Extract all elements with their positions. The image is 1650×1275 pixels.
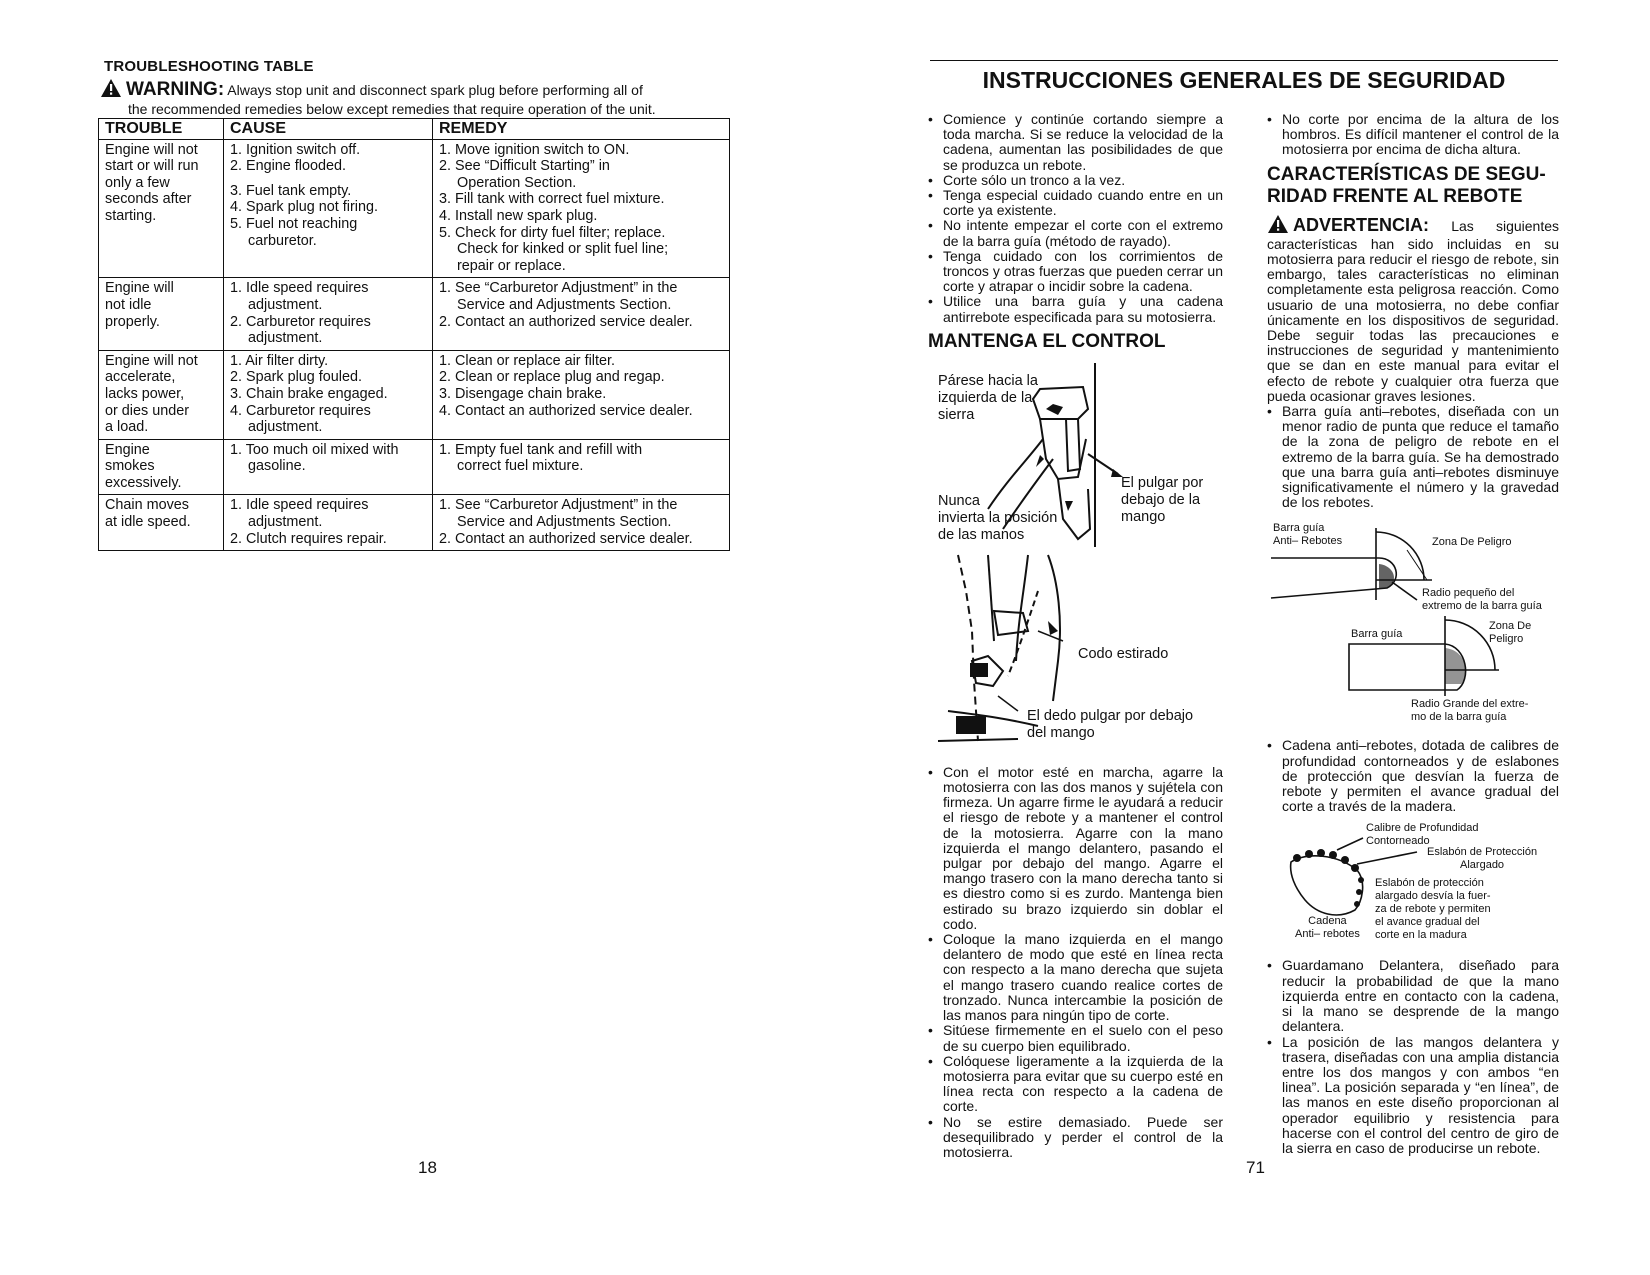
cause-line: 1. Too much oil mixed with — [230, 441, 399, 458]
warning-icon — [1267, 214, 1289, 237]
label-desc-eslabon — [1375, 877, 1491, 942]
cause-line: adjustment. — [248, 514, 323, 531]
figure-stance — [928, 551, 1228, 761]
trouble-line: Engine — [105, 441, 150, 458]
cause-line: 1. Idle speed requires — [230, 280, 369, 297]
remedy-line: 4. Install new spark plug. — [439, 207, 598, 224]
remedy-line: 3. Fill tank with correct fuel mixture. — [439, 191, 665, 208]
cause-line: adjustment. — [248, 419, 323, 436]
label-zona-de: Zona De — [1489, 620, 1532, 633]
trouble-line: seconds after — [105, 191, 192, 208]
trouble-line: not idle — [105, 296, 152, 313]
remedy-line: Service and Adjustments Section. — [457, 514, 672, 531]
troubleshooting-title: TROUBLESHOOTING TABLE — [104, 58, 314, 75]
cell-trouble — [99, 439, 224, 495]
advertencia-block — [1267, 214, 1559, 404]
remedy-line: 5. Check for dirty fuel filter; replace. — [439, 224, 666, 241]
page-number-right: 71 — [1246, 1158, 1265, 1177]
page-number-left: 18 — [418, 1158, 437, 1177]
cell-trouble — [99, 278, 224, 350]
label-nunca-line-2: invierta la posición — [938, 509, 1058, 526]
label-eslabon-2: Alargado — [1460, 859, 1505, 872]
label-desc-1: Eslabón de protección — [1375, 877, 1484, 890]
cell-remedy — [433, 495, 730, 551]
label-cadena-anti — [1295, 915, 1360, 941]
trouble-line: only a few — [105, 174, 170, 191]
table-row — [99, 350, 730, 439]
table-row — [99, 439, 730, 495]
label-nunca — [938, 493, 1057, 544]
label-radio-grande-1: Radio Grande del extre- — [1411, 698, 1529, 711]
cell-remedy — [433, 278, 730, 350]
remedy-line: 1. Clean or replace air filter. — [439, 352, 615, 369]
bullet-item: • Tenga especial cuidado cuando entre en un corte ya existente. — [928, 188, 1223, 218]
caracteristicas-heading-line-1: CARACTERÍSTICAS DE SEGU- — [1267, 163, 1546, 185]
caracteristicas-heading-line-2: RIDAD FRENTE AL REBOTE — [1267, 185, 1523, 207]
bullet-item: • La posición de las mangos delantera y trasera, diseñadas con una amplia distancia entre los dos mangos y con ambos “en linea”. La posición separada y “en línea”, de las manos en este diseño proporcionan al operador equilibrio y resistencia para hacerse con el control del centro de giro de la sierra en caso de producirse un rebote. — [1267, 1035, 1559, 1157]
table-header-row — [99, 119, 730, 140]
warning-text-1: Always stop unit and disconnect spark plug before performing all of — [227, 82, 643, 98]
remedy-line: 1. See “Carburetor Adjustment” in the — [439, 497, 678, 514]
label-eslabon — [1427, 846, 1537, 872]
cause-line: adjustment. — [248, 296, 323, 313]
remedy-line: 2. See “Difficult Starting” in — [439, 158, 610, 175]
warning-icon — [100, 78, 122, 101]
cause-line: 2. Clutch requires repair. — [230, 530, 387, 547]
cause-line: gasoline. — [248, 458, 306, 475]
header-cause: CAUSE — [224, 119, 433, 140]
figure-guide-bar — [1267, 520, 1559, 730]
label-zona-peligro: Zona De Peligro — [1432, 536, 1512, 549]
bullet-item: • Guardamano Delantera, diseñado para reducir la probabilidad de que la mano izquierda entre en contacto con la cadena, si la mano se desprende de la mango delantera. — [1267, 958, 1559, 1034]
cause-line: 2. Spark plug fouled. — [230, 369, 363, 386]
trouble-line: smokes — [105, 458, 155, 475]
bullet-item: • Comience y continúe cortando siempre a toda marcha. Si se reduce la velocidad de la cadena, aumentan las posibilidades de que se produzca un rebote. — [928, 112, 1223, 173]
trouble-line: a load. — [105, 419, 149, 436]
cause-line — [230, 175, 426, 183]
label-pulgar-line-2: debajo de la — [1121, 491, 1201, 508]
column-b — [1267, 112, 1559, 1156]
cell-remedy — [433, 439, 730, 495]
trouble-line: lacks power, — [105, 385, 185, 402]
cause-line: 4. Spark plug not firing. — [230, 199, 378, 216]
header-trouble: TROUBLE — [99, 119, 224, 140]
cell-trouble — [99, 139, 224, 278]
remedy-line: 2. Contact an authorized service dealer. — [439, 530, 693, 547]
label-barra-anti — [1273, 522, 1342, 548]
trouble-line: or dies under — [105, 402, 189, 419]
figure-chain — [1267, 822, 1559, 952]
trouble-line: excessively. — [105, 474, 182, 491]
label-radio-pequeno-2: extremo de la barra guía — [1422, 600, 1542, 613]
cause-line: 1. Ignition switch off. — [230, 141, 361, 158]
figure-hand-position — [928, 359, 1228, 549]
bullet-list-top-b — [1267, 112, 1559, 158]
remedy-line: 3. Disengage chain brake. — [439, 385, 607, 402]
label-anti-rebotes-1: Anti– Rebotes — [1273, 535, 1343, 548]
remedy-line: 1. Move ignition switch to ON. — [439, 141, 630, 158]
label-parese-line-2: izquierda de la — [938, 389, 1033, 406]
label-radio-grande — [1411, 698, 1528, 724]
cause-line: 1. Idle speed requires — [230, 497, 369, 514]
advertencia-label: ADVERTENCIA: — [1293, 214, 1430, 235]
trouble-line: at idle speed. — [105, 514, 191, 531]
cell-remedy — [433, 350, 730, 439]
label-desc-4: el avance gradual del — [1375, 916, 1480, 929]
bullet-list-cadena — [1267, 738, 1559, 814]
trouble-line: accelerate, — [105, 369, 176, 386]
cause-line: 3. Fuel tank empty. — [230, 182, 352, 199]
section-title: INSTRUCCIONES GENERALES DE SEGURIDAD — [982, 67, 1506, 93]
label-barra-guia-1: Barra guía — [1273, 522, 1325, 535]
table-row — [99, 278, 730, 350]
cell-cause — [224, 350, 433, 439]
remedy-line: Check for kinked or split fuel line; — [457, 241, 669, 258]
trouble-line: Chain moves — [105, 497, 189, 514]
remedy-line: correct fuel mixture. — [457, 458, 584, 475]
cell-remedy — [433, 139, 730, 278]
remedy-line: repair or replace. — [457, 257, 566, 274]
label-barra-guia-2: Barra guía — [1351, 628, 1403, 641]
label-nunca-line-1: Nunca — [938, 492, 980, 509]
label-desc-3: za de rebote y permiten — [1375, 903, 1491, 916]
cell-trouble — [99, 495, 224, 551]
label-pulgar-line-3: mango — [1121, 508, 1166, 525]
cell-cause — [224, 439, 433, 495]
cause-line: 5. Fuel not reaching — [230, 215, 358, 232]
remedy-line: Service and Adjustments Section. — [457, 296, 672, 313]
troubleshooting-table — [98, 118, 730, 551]
label-parese-line-3: sierra — [938, 406, 975, 423]
label-calibre-1: Calibre de Profundidad — [1366, 822, 1479, 835]
bullet-item: • Corte sólo un tronco a la vez. — [928, 173, 1223, 188]
label-calibre-2: Contorneado — [1366, 835, 1430, 848]
remedy-line: Operation Section. — [457, 174, 577, 191]
cause-line: 2. Engine flooded. — [230, 158, 347, 175]
cause-line: 2. Carburetor requires — [230, 313, 371, 330]
label-parese — [938, 373, 1038, 424]
label-dedo-line-2: del mango — [1027, 724, 1095, 741]
label-pulgar — [1121, 475, 1203, 526]
cause-line: 4. Carburetor requires — [230, 402, 371, 419]
bullet-item: • Utilice una barra guía y una cadena antirrebote especificada para su motosierra. — [928, 294, 1223, 324]
remedy-line: 2. Contact an authorized service dealer. — [439, 313, 693, 330]
label-codo: Codo estirado — [1078, 645, 1169, 662]
label-peligro: Peligro — [1489, 633, 1524, 646]
bullet-list-top-a — [928, 112, 1223, 325]
label-radio-pequeno — [1422, 587, 1542, 613]
trouble-line: start or will run — [105, 158, 199, 175]
label-desc-5: corte en la madura — [1375, 929, 1467, 942]
bullet-list-bottom-a — [928, 765, 1223, 1160]
advertencia-text: Las siguientes características han sido incluidas en su motosierra para reducir el riesgo de rebote, sin embargo, tales características no eliminan completamente esta peligrosa reacción. Como usuario de una motosierra, no debe confiar únicamente en los dispositivos de seguridad. Debe seguir todas las precauciones e instrucciones de seguridad y mantenimiento que se dan en este manual para evitar el efecto de rebote y cualquier otra fuerza que pueda ocasionar graves lesiones. — [1267, 217, 1559, 404]
bullet-item: • Barra guía anti–rebotes, diseñada con un menor radio de punta que reduce el tamaño de la zona de peligro de rebote en el extremo de la barra guía. Se ha demostrado que una barra guía anti–rebotes disminuye significativamente el número y la gravedad de los rebotes. — [1267, 404, 1559, 510]
bullet-item: • Tenga cuidado con los corrimientos de troncos y otras fuerzas que pueden cerrar un corte y atrapar o incidir sobre la cadena. — [928, 249, 1223, 295]
bullet-item: • Cadena anti–rebotes, dotada de calibres de profundidad contorneados y de eslabones de protección que desvían la fuerza de rebote y permiten el avance gradual del corte a través de la madera. — [1267, 738, 1559, 814]
cause-line: carburetor. — [248, 232, 317, 249]
trouble-line: Engine will not — [105, 352, 198, 369]
label-calibre — [1366, 822, 1479, 848]
cause-line: adjustment. — [248, 330, 323, 347]
trouble-line: Engine will not — [105, 141, 198, 158]
warning-block — [100, 78, 740, 117]
bullet-list-bottom-b — [1267, 958, 1559, 1156]
label-eslabon-1: Eslabón de Protección — [1427, 846, 1538, 859]
bullet-list-barra — [1267, 404, 1559, 510]
label-radio-grande-2: mo de la barra guía — [1411, 711, 1507, 724]
title-rule — [930, 60, 1558, 61]
label-dedo — [1027, 708, 1193, 742]
remedy-line: 1. See “Carburetor Adjustment” in the — [439, 280, 678, 297]
trouble-line: Engine will — [105, 280, 174, 297]
bullet-item: • No corte por encima de la altura de los hombros. Es difícil mantener el control de la motosierra por encima de dicha altura. — [1267, 112, 1559, 158]
label-cadena-2: Anti– rebotes — [1295, 928, 1360, 941]
caracteristicas-heading — [1267, 164, 1559, 208]
cause-line: 1. Air filter dirty. — [230, 352, 329, 369]
label-radio-pequeno-1: Radio pequeño del — [1422, 587, 1515, 600]
bullet-item: • Coloque la mano izquierda en el mango delantero de modo que esté en línea recta con respecto a la mano derecha que sujeta el mango trasero cuando realice cortes de tronzado. Nunca intercambie la posición de las manos para ningún tipo de corte. — [928, 932, 1223, 1023]
cell-cause — [224, 139, 433, 278]
warning-label: WARNING: — [126, 79, 225, 100]
warning-text-2: the recommended remedies below except remedies that require operation of the unit. — [128, 101, 656, 117]
bullet-item: • Colóquese ligeramente a la izquierda de la motosierra para evitar que su cuerpo esté en línea recta con respecto a la cadena de corte. — [928, 1054, 1223, 1115]
bullet-item: • No intente empezar el corte con el extremo de la barra guía (método de rayado). — [928, 218, 1223, 248]
trouble-line: starting. — [105, 207, 157, 224]
bullet-item: • Sitúese firmemente en el suelo con el peso de su cuerpo bien equilibrado. — [928, 1023, 1223, 1053]
label-dedo-line-1: El dedo pulgar por debajo — [1027, 707, 1194, 724]
cell-cause — [224, 495, 433, 551]
remedy-line: 1. Empty fuel tank and refill with — [439, 441, 643, 458]
label-zona-de-peligro-2 — [1489, 620, 1531, 646]
bullet-item: • No se estire demasiado. Puede ser desequilibrado y perder el control de la motosierra. — [928, 1115, 1223, 1161]
label-cadena-1: Cadena — [1308, 915, 1347, 928]
remedy-line: 2. Clean or replace plug and regap. — [439, 369, 665, 386]
trouble-line: properly. — [105, 313, 160, 330]
column-a — [928, 112, 1223, 1160]
label-pulgar-line-1: El pulgar por — [1121, 474, 1204, 491]
label-parese-line-1: Párese hacia la — [938, 372, 1038, 389]
bullet-item: • Con el motor esté en marcha, agarre la motosierra con las dos manos y sujétela con firmeza. Un agarre firme le ayudará a reducir el riesgo de rebote y a mantener el control de la motosierra. Agarre con la mano izquierda el mango delantero, pasando el pulgar por debajo del mango. Agarre el mango trasero con la mano derecha tanto si es diestro como si es zurdo. Mantenga bien estirado su brazo izquierdo sin doblar el codo. — [928, 765, 1223, 932]
label-nunca-line-3: de las manos — [938, 526, 1025, 543]
table-row — [99, 139, 730, 278]
mantenga-heading: MANTENGA EL CONTROL — [928, 330, 1166, 352]
cell-cause — [224, 278, 433, 350]
cause-line: 3. Chain brake engaged. — [230, 385, 388, 402]
remedy-line: 4. Contact an authorized service dealer. — [439, 402, 693, 419]
table-row — [99, 495, 730, 551]
cell-trouble — [99, 350, 224, 439]
label-desc-2: alargado desvía la fuer- — [1375, 890, 1491, 903]
header-remedy: REMEDY — [433, 119, 730, 140]
